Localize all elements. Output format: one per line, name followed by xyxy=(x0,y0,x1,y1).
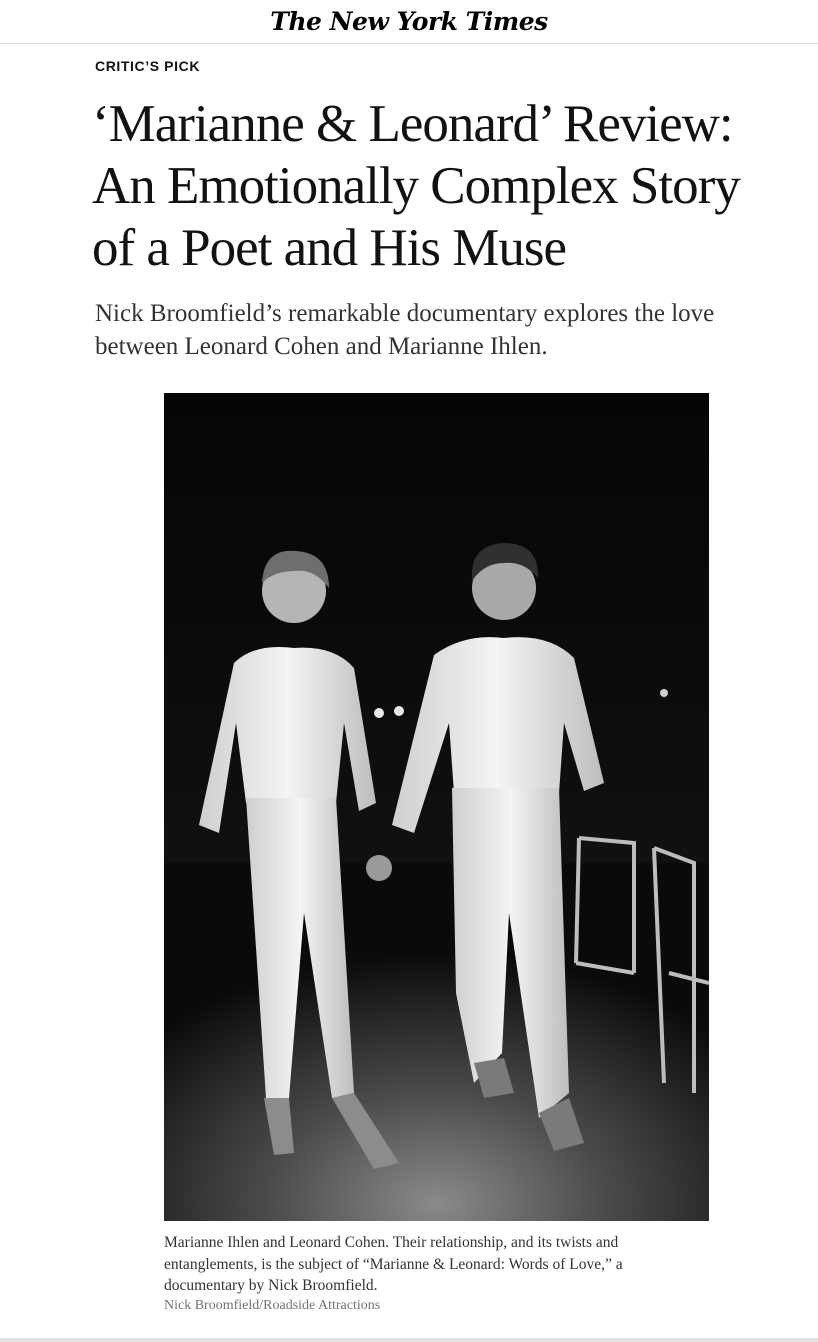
photo-illustration xyxy=(164,393,709,1221)
article-headline: ‘Marianne & Leonard’ Review: An Emotionally Complex Story of a Poet and His Muse xyxy=(92,95,740,277)
bottom-divider xyxy=(0,1338,818,1342)
nyt-logo[interactable]: The New York Times xyxy=(270,7,548,36)
article-summary: Nick Broomfield’s remarkable documentary explores the love between Leonard Cohen and Marianne Ihlen. xyxy=(95,300,715,360)
lead-photo xyxy=(164,393,709,1221)
photo-credit: Nick Broomfield/Roadside Attractions xyxy=(164,1298,381,1313)
masthead xyxy=(0,0,818,44)
photo-caption: Marianne Ihlen and Leonard Cohen. Their relationship, and its twists and entanglements, is the subject of “Marianne & Leonard: Words of Love,” a documentary by Nick Broomfield. xyxy=(164,1234,623,1294)
critics-pick-label: CRITIC’S PICK xyxy=(95,58,201,74)
